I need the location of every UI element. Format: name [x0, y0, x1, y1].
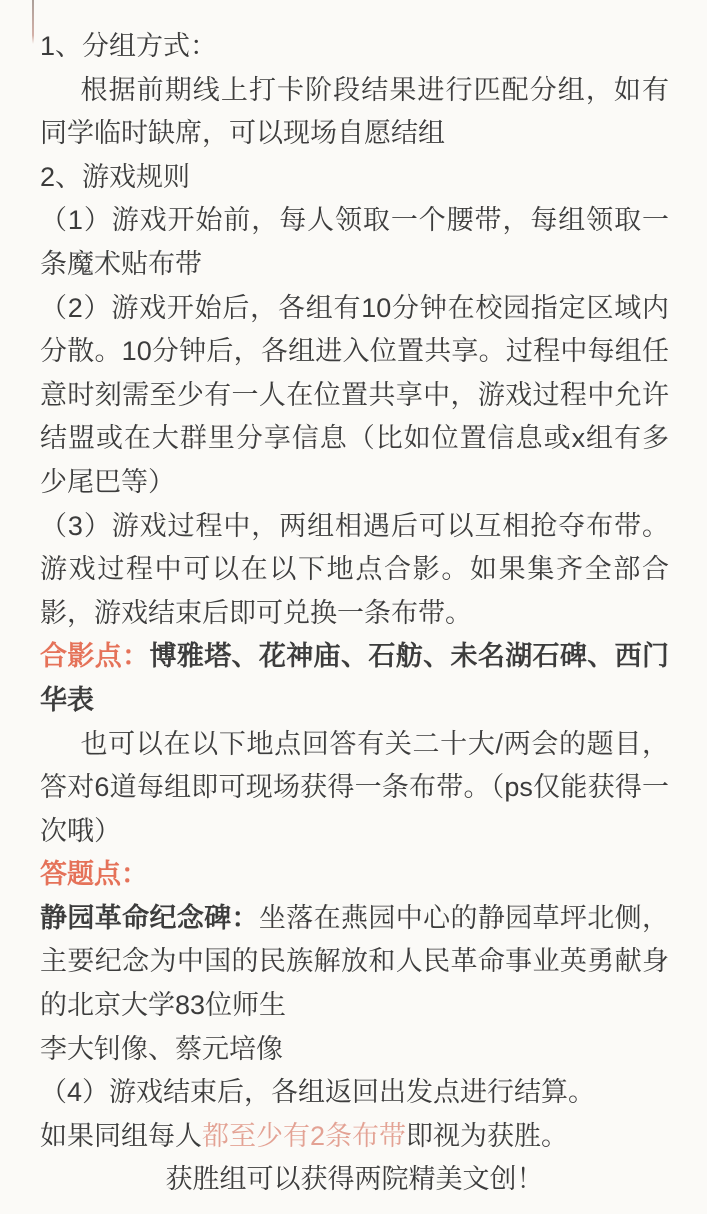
- photo-spots-label: 合影点：: [40, 641, 150, 672]
- rule-2: （2）游戏开始后，各组有10分钟在校园指定区域内分散。10分钟后，各组进入位置共享。过程中每组任意时刻需至少有一人在位置共享中，游戏过程中允许结盟或在大群里分享信息（比如位置信息或x组有多少尾巴等）: [40, 292, 669, 497]
- jingyuan-desc: 坐落在燕园中心的静园草坪北侧，主要纪念为中国的民族解放和人民革命事业英勇献身的北京大学83位师生: [40, 902, 670, 1021]
- heading-grouping: 1、分组方式：: [40, 31, 218, 61]
- photo-spots-line: [40, 635, 669, 722]
- para-grouping: 根据前期线上打卡阶段结果进行匹配分组，如有同学临时缺席，可以现场自愿结组: [40, 74, 669, 149]
- quiz-spots-label-line: [40, 853, 669, 897]
- win-prefix: 如果同组每人: [40, 1120, 202, 1151]
- rule-4: （4）游戏结束后，各组返回出发点进行结算。: [40, 1077, 596, 1108]
- para-quiz: 也可以在以下地点回答有关二十大/两会的题目，答对6道每组即可现场获得一条布带。（ps仅能获得一次哦）: [40, 728, 669, 846]
- win-highlight: 都至少有2条布带: [202, 1120, 407, 1151]
- rule-1: （1）游戏开始前，每人领取一个腰带，每组领取一条魔术贴布带: [40, 205, 669, 279]
- photo-spots-list: 博雅塔、花神庙、石舫、未名湖石碑、西门华表: [40, 641, 670, 715]
- jingyuan-title: 静园革命纪念碑：: [40, 902, 259, 933]
- win-suffix: 即视为获胜。: [406, 1120, 569, 1151]
- footer-prize: 获胜组可以获得两院精美文创！: [165, 1164, 544, 1195]
- decorative-line: [32, 0, 34, 44]
- rule-3: （3）游戏过程中，两组相遇后可以互相抢夺布带。游戏过程中可以在以下地点合影。如果集齐全部合影，游戏结束后即可兑换一条布带。: [40, 510, 669, 628]
- win-condition: [40, 1115, 669, 1159]
- quiz-spots-label: 答题点：: [40, 859, 148, 890]
- quiz-spot-statues: 李大钊像、蔡元培像: [40, 1033, 283, 1064]
- heading-rules: 2、游戏规则: [40, 161, 191, 192]
- quiz-spot-jingyuan: [40, 897, 669, 1028]
